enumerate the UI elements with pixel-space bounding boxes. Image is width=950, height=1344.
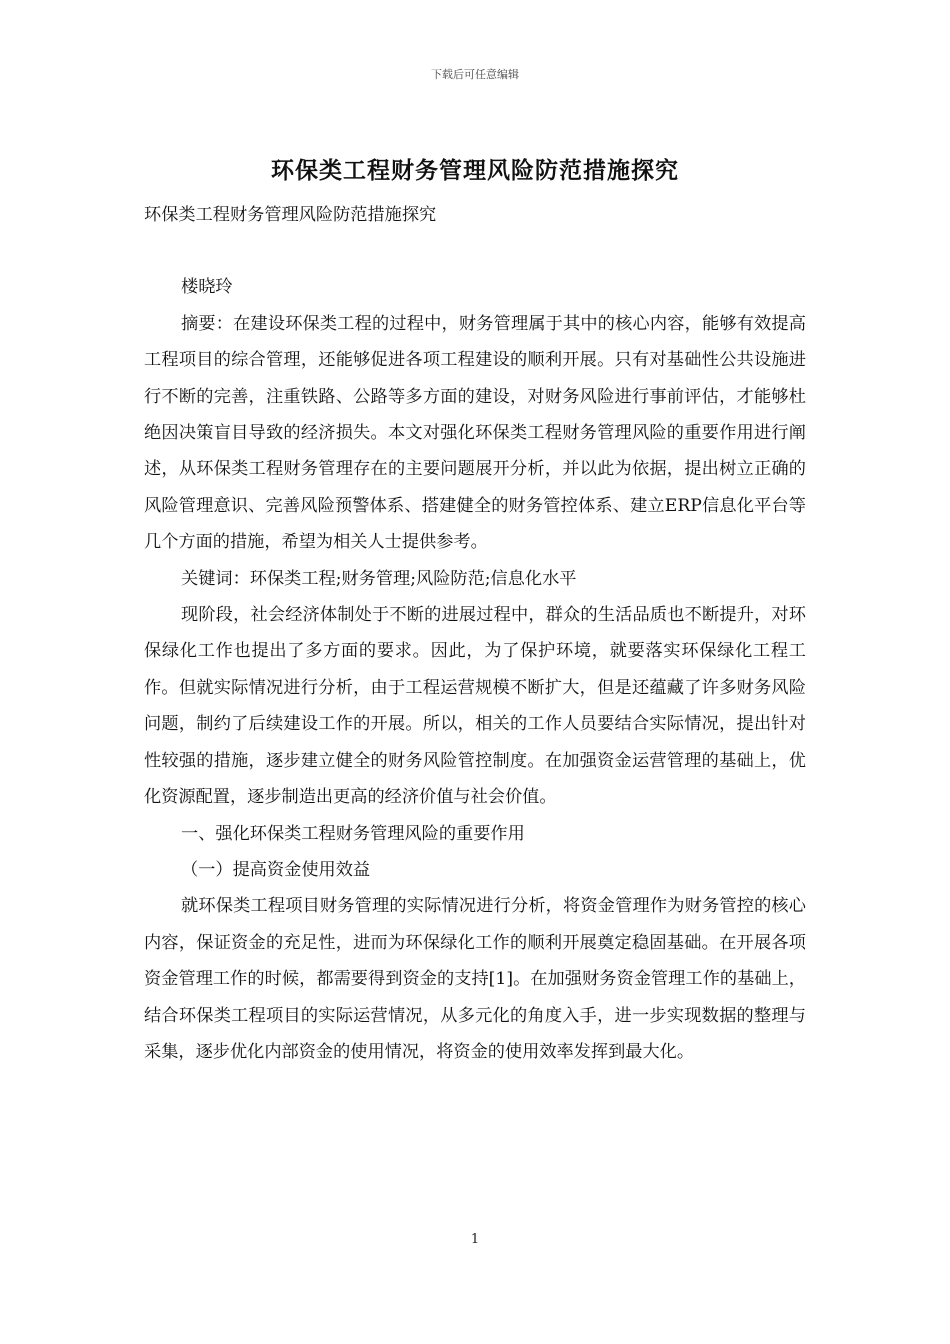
subsection-heading: （一）提高资金使用效益 (181, 859, 371, 880)
keywords-line: 关键词：环保类工程;财务管理;风险防范;信息化水平 (181, 568, 577, 589)
document-body (144, 197, 806, 1070)
document-subtitle: 环保类工程财务管理风险防范措施探究 (144, 205, 437, 225)
intro-paragraph: 现阶段，社会经济体制处于不断的进展过程中，群众的生活品质也不断提升，对环保绿化工作也提出了多方面的要求。因此，为了保护环境，就要落实环保绿化工程工作。但就实际情况进行分析，由于工程运营规模不断扩大，但是还蕴藏了许多财务风险问题，制约了后续建设工作的开展。所以，相关的工作人员要结合实际情况，提出针对性较强的措施，逐步建立健全的财务风险管控制度。在加强资金运营管理的基础上，优化资源配置，逐步制造出更高的经济价值与社会价值。 (144, 605, 806, 808)
header-note: 下载后可任意编辑 (431, 68, 519, 81)
blank-line (144, 233, 806, 269)
page-number: 1 (470, 1232, 480, 1247)
author-name: 楼晓玲 (181, 277, 233, 298)
section-heading: 一、强化环保类工程财务管理风险的重要作用 (181, 823, 525, 844)
abstract-paragraph: 摘要：在建设环保类工程的过程中，财务管理属于其中的核心内容，能够有效提高工程项目的综合管理，还能够促进各项工程建设的顺利开展。只有对基础性公共设施进行不断的完善，注重铁路、公路等多方面的建设，对财务风险进行事前评估，才能够杜绝因决策盲目导致的经济损失。本文对强化环保类工程财务管理风险的重要作用进行阐述，从环保类工程财务管理存在的主要问题展开分析，并以此为依据，提出树立正确的风险管理意识、完善风险预警体系、搭建健全的财务管控体系、建立ERP信息化平台等几个方面的措施，希望为相关人士提供参考。 (144, 313, 806, 553)
subsection-paragraph: 就环保类工程项目财务管理的实际情况进行分析，将资金管理作为财务管控的核心内容，保证资金的充足性，进而为环保绿化工作的顺利开展奠定稳固基础。在开展各项资金管理工作的时候，都需要得到资金的支持[1]。在加强财务资金管理工作的基础上，结合环保类工程项目的实际运营情况，从多元化的角度入手，进一步实现数据的整理与采集，逐步优化内部资金的使用情况，将资金的使用效率发挥到最大化。 (144, 896, 806, 1062)
document-title: 环保类工程财务管理风险防范措施探究 (271, 157, 679, 184)
